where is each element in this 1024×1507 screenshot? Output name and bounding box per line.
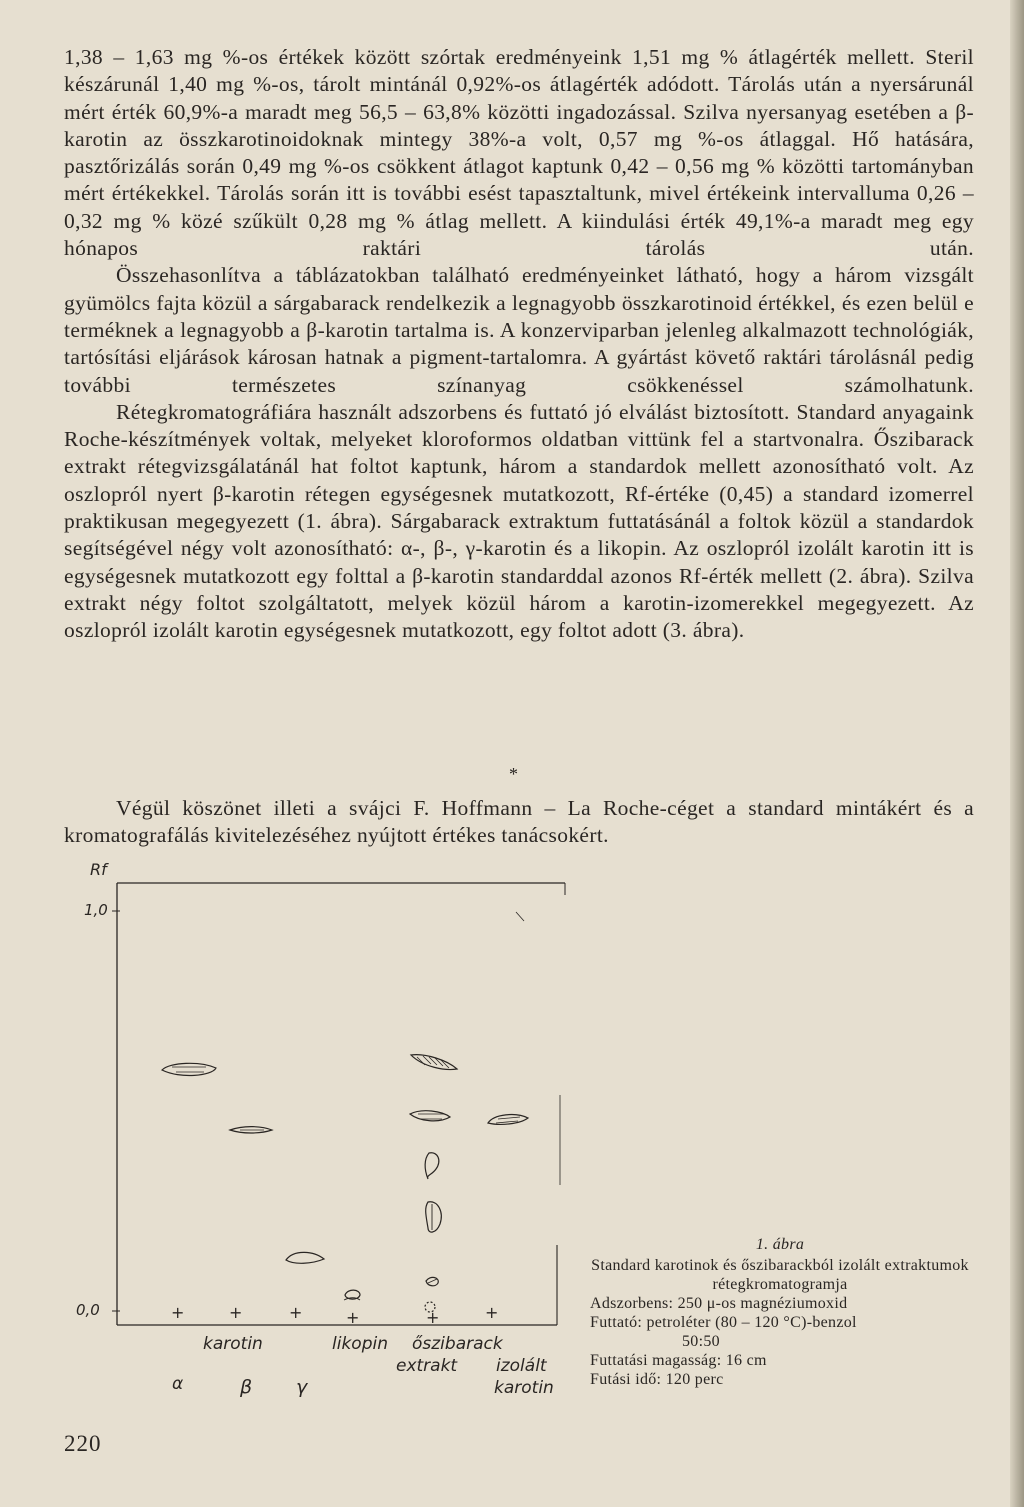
tick-top-label: 1,0 <box>84 901 108 919</box>
spot-extrakt-4 <box>426 1202 442 1232</box>
caption-adsorbent: Adszorbens: 250 μ-os magnéziumoxid <box>590 1295 848 1312</box>
label-karotin: karotin <box>203 1334 263 1354</box>
label-oszibarack: őszibarack <box>412 1334 503 1354</box>
page-number: 220 <box>64 1431 102 1456</box>
chromatogram-figure <box>60 855 580 1415</box>
spot-gamma <box>286 1252 324 1263</box>
caption-solvent: Futtató: petroléter (80 – 120 °C)-benzol <box>590 1314 857 1331</box>
lane-labels <box>172 1334 554 1398</box>
acknowledgement-text: Végül köszönet illeti a svájci F. Hoffmann – La Roche-céget a standard mintákért és a kromatografálás kivitelezéséhez nyújtott értékes tanácsokért. <box>64 796 974 848</box>
spot-extrakt-5 <box>426 1277 438 1285</box>
label-alpha: α <box>172 1374 184 1394</box>
figure-caption <box>590 1235 970 1389</box>
figure-title: Standard karotinok és őszibarackból izolált extraktumok rétegkromatogramja <box>591 1257 969 1293</box>
figure-number: 1. ábra <box>755 1236 805 1253</box>
caption-time: Futási idő: 120 perc <box>590 1371 724 1388</box>
spot-likopin <box>344 1290 360 1300</box>
plate-frame <box>112 883 565 1325</box>
label-izolalt: izolált <box>496 1356 547 1376</box>
spot-extrakt-1 <box>411 1055 457 1070</box>
start-marker-likopin: + <box>346 1308 360 1327</box>
start-marker-alpha: + <box>171 1303 185 1322</box>
caption-ratio: 50:50 <box>682 1333 720 1350</box>
acknowledgement <box>64 795 974 850</box>
label-karotin-2: karotin <box>494 1378 554 1398</box>
paragraph-3: Rétegkromatográfiára használt adszorbens és futtató jó elválást biztosított. Standard anyagaink Roche-készítmények voltak, melyeket kloroformos oldatban vittünk fel a startvonalra. Őszibarack extrakt rétegvizsgálatánál hat foltot kaptunk, három a standardok mellett azonosítható volt. Az oszlopról nyert β-karotin rétegen egységesnek mutatkozott, Rf-értéke (0,45) a standard izomerrel praktikusan megegyezett (1. ábra). Sárgabarack extraktum futtatásánál a foltok közül a standardok segítségével négy volt azonosítható: α-, β-, γ-karotin és a likopin. Az oszlopról izolált karotin itt is egységesnek mutatkozott egy folttal a β-karotin standarddal azonos Rf-érték mellett (2. ábra). Szilva extrakt négy foltot szolgáltatott, melyek közül három a karotin-izomerekkel megegyezett. Az oszlopról izolált karotin egységesnek mutatkozott, egy foltot adott (3. ábra). <box>64 399 974 643</box>
page-edge <box>1010 0 1024 1507</box>
spot-izolalt <box>488 1115 528 1125</box>
label-likopin: likopin <box>332 1334 388 1354</box>
start-marker-gamma: + <box>289 1303 303 1322</box>
spot-beta <box>230 1127 272 1133</box>
start-marker-extrakt: + <box>426 1308 440 1327</box>
start-marker-beta: + <box>229 1303 243 1322</box>
body-text <box>64 44 974 645</box>
paragraph-1: 1,38 – 1,63 mg %-os értékek között szórtak eredményeink 1,51 mg % átlagérték mellett. Steril készárunál 1,40 mg %-os, tárolt mintánál 0,92%-os átlagérték adódott. Tárolás után a nyersárunál mért érték 60,9%-a maradt meg 56,5 – 63,8% közötti ingadozással. Szilva nyersanyag esetében a β-karotin az összkarotinoidoknak mintegy 38%-a volt, 0,57 mg %-os átlaggal. Hő hatására, pasztőrizálás során 0,49 mg %-os csökkent átlagot kaptunk 0,42 – 0,56 mg % közötti tartományban mért értékekkel. Tárolás során itt is további esést tapasztaltunk, mivel értékeink intervalluma 0,26 – 0,32 mg % közé szűkült 0,28 mg % átlag mellett. A kiindulási érték 49,1%-a maradt meg egy hónapos raktári tárolás után. <box>64 45 974 261</box>
chromatogram-spots <box>162 1055 528 1312</box>
spot-alpha <box>162 1063 216 1075</box>
start-marker-izolalt: + <box>485 1303 499 1322</box>
caption-height: Futtatási magasság: 16 cm <box>590 1352 767 1369</box>
label-gamma: γ <box>296 1376 308 1398</box>
spot-extrakt-3 <box>425 1153 439 1179</box>
paragraph-2: Összehasonlítva a táblázatokban található eredményeinket látható, hogy a három vizsgált gyümölcs fajta közül a sárgabarack rendelkezik a legnagyobb összkarotinoid értékkel, és ezen belül e terméknek a legnagyobb a β-karotin tartalma is. A konzerviparban jelenleg alkalmazott technológiák, tartósítási eljárások károsan hatnak a pigment-tartalomra. A gyártást követő raktári tárolásnál pedig további természetes színanyag csökkenéssel számolhatunk. <box>64 263 974 397</box>
label-beta: β <box>240 1376 253 1398</box>
tick-bottom-label: 0,0 <box>76 1301 100 1319</box>
rf-axis-label: Rf <box>90 860 107 879</box>
section-separator: * <box>509 764 518 784</box>
label-extrakt: extrakt <box>396 1356 458 1376</box>
spot-extrakt-2 <box>410 1111 450 1121</box>
start-markers <box>171 1303 498 1327</box>
